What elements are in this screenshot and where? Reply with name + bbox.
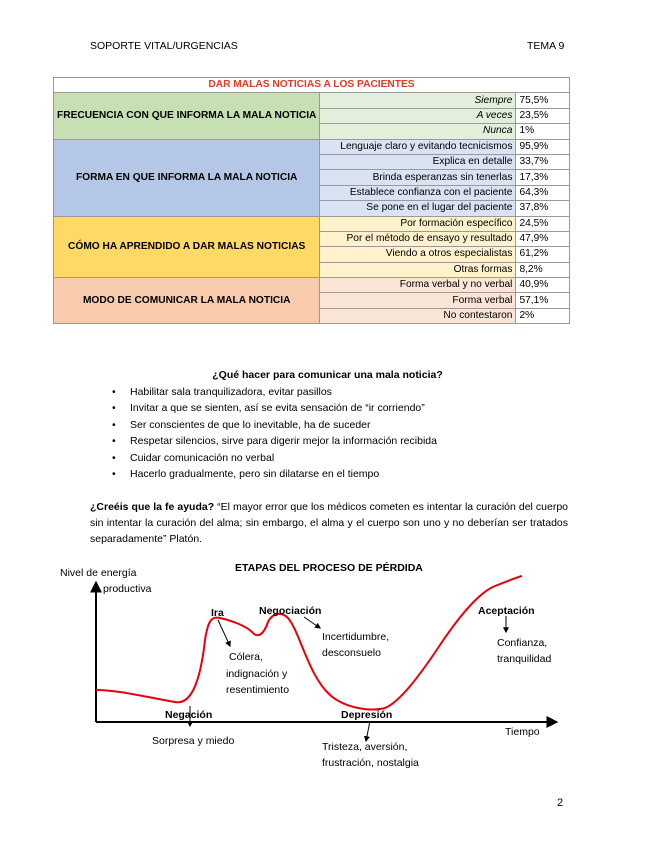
stage-aceptacion-desc: Confianza, [497,637,548,649]
stage-depresion-desc: frustración, nostalgia [322,757,419,769]
stage-negociacion-desc: Incertidumbre, [322,631,390,643]
table-row-label: Nunca [320,124,516,139]
table-row-label: Forma verbal y no verbal [320,278,516,293]
bad-news-table [53,77,570,324]
table-row-value: 47,9% [516,231,570,246]
quote-paragraph [90,499,568,547]
category-modo: MODO DE COMUNICAR LA MALA NOTICIA [54,278,320,324]
table-row-value: 33,7% [516,154,570,169]
category-frecuencia: FRECUENCIA CON QUE INFORMA LA MALA NOTICIA [54,93,320,139]
table-row-value: 17,3% [516,170,570,185]
list-item: • Ser conscientes de que lo inevitable, ha de suceder [112,417,437,433]
table-row-label: Se pone en el lugar del paciente [320,201,516,216]
table-row-label: Explica en detalle [320,154,516,169]
x-axis-label: Tiempo [505,726,540,738]
stage-ira: Ira [211,607,224,619]
table-row-label: Forma verbal [320,293,516,308]
table-row-label: A veces [320,108,516,123]
table-row-label: No contestaron [320,308,516,323]
category-aprendizaje: CÓMO HA APRENDIDO A DAR MALAS NOTICIAS [54,216,320,278]
tips-question: ¿Qué hacer para comunicar una mala noticia? [212,369,443,381]
table-row-value: 57,1% [516,293,570,308]
table-row-value: 24,5% [516,216,570,231]
table-row-value: 75,5% [516,93,570,108]
table-row-label: Por formación específico [320,216,516,231]
list-item: • Cuidar comunicación no verbal [112,450,437,466]
tips-list [112,384,437,482]
y-axis-label: Nivel de energía [60,567,137,579]
category-forma: FORMA EN QUE INFORMA LA MALA NOTICIA [54,139,320,216]
stage-negacion-desc: Sorpresa y miedo [152,735,235,747]
stage-aceptacion-desc: tranquilidad [497,653,552,665]
list-item: • Respetar silencios, sirve para digerir mejor la información recibida [112,433,437,449]
table-row-value: 64,3% [516,185,570,200]
table-row-label: Siempre [320,93,516,108]
table-row-label: Por el método de ensayo y resultado [320,231,516,246]
table-row-value: 2% [516,308,570,323]
list-item: • Invitar a que se sienten, así se evita sensación de “ir corriendo” [112,400,437,416]
table-row-label: Establece confianza con el paciente [320,185,516,200]
y-axis-label: productiva [103,583,152,595]
stage-aceptacion: Aceptación [478,605,535,617]
arrow [218,620,230,646]
diagram-title: ETAPAS DEL PROCESO DE PÉRDIDA [235,562,423,574]
table-row-label: Viendo a otros especialistas [320,247,516,262]
quote-lead: ¿Creéis que la fe ayuda? [90,501,215,513]
stage-ira-desc: Cólera, [229,651,263,663]
table-row-label: Otras formas [320,262,516,277]
loss-process-diagram [0,550,655,780]
table-row-value: 23,5% [516,108,570,123]
table-row-value: 1% [516,124,570,139]
table-row-value: 40,9% [516,278,570,293]
table-row-label: Brinda esperanzas sin tenerlas [320,170,516,185]
list-item: • Habilitar sala tranquilizadora, evitar pasillos [112,384,437,400]
header-left: SOPORTE VITAL/URGENCIAS [90,40,238,52]
quote-text: “El mayor error que los médicos cometen es intentar la curación del cuerpo sin intentar la curación del alma; sin embargo, el alma y el cuerpo son uno y no deberían ser tratados separadamente” Platón. [90,501,569,545]
stage-negociacion: Negociación [259,605,322,617]
stage-depresion-desc: Tristeza, aversión, [322,741,408,753]
stage-negociacion-desc: desconsuelo [322,647,381,659]
energy-curve [96,576,522,709]
table-row-label: Lenguaje claro y evitando tecnicismos [320,139,516,154]
stage-depresion: Depresión [341,709,393,721]
page-number: 2 [557,797,564,809]
table-row-value: 37,8% [516,201,570,216]
stage-negacion: Negación [165,709,213,721]
stage-ira-desc: resentimiento [226,684,290,696]
arrow [366,721,370,741]
table-row-value: 95,9% [516,139,570,154]
stage-ira-desc: indignación y [226,668,288,680]
header-right: TEMA 9 [527,40,565,52]
list-item: • Hacerlo gradualmente, pero sin dilatarse en el tiempo [112,466,437,482]
table-row-value: 61,2% [516,247,570,262]
table-title: DAR MALAS NOTICIAS A LOS PACIENTES [54,78,570,93]
table-row-value: 8,2% [516,262,570,277]
arrow [304,617,320,628]
